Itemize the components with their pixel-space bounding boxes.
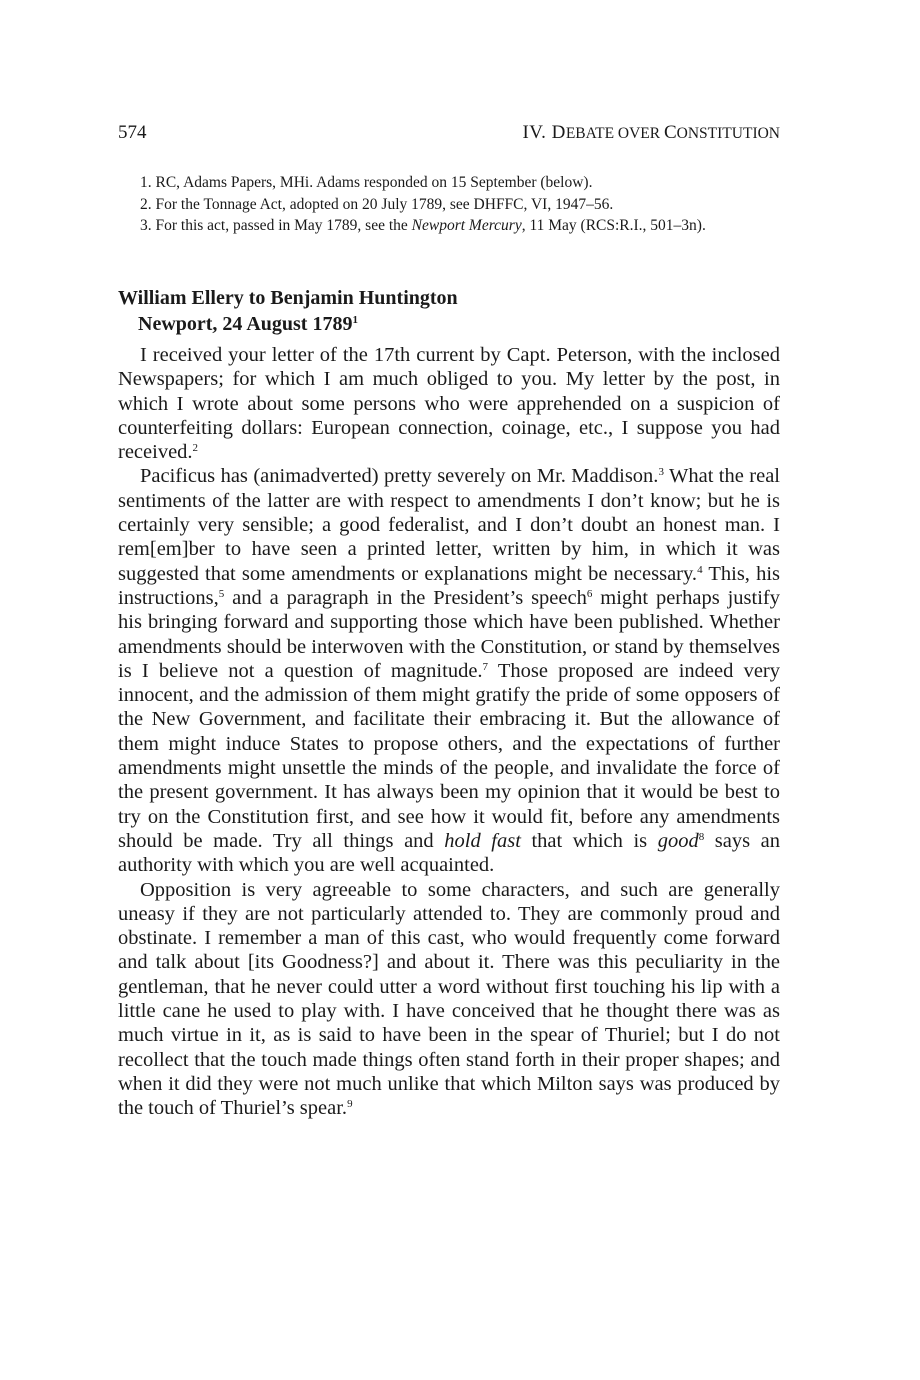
note-ref: 5: [218, 587, 225, 600]
letter-title: William Ellery to Benjamin Huntington: [118, 287, 458, 309]
note-ref: 7: [482, 660, 489, 673]
page-number: 574: [118, 122, 147, 143]
paragraph-2: Pacificus has (animadverted) pretty severely on Mr. Maddison.$^3$ What the real sentiments of the latter are with respect to amendments I don’t know; but he is certainly very sensible; a good federalist, and I don’t doubt an honest man. I rem[em]ber to have seen a printed letter, written by him, in which it was suggested that some amendments or explanations might be necessary.$^4$ This, his instructions,$^5$ and a paragraph in the President’s speech$^6$ might perhaps justify his bringing forward and supporting those which have been published. Whether amendments should be interwoven with the Constitution, or stand by themselves is I believe not a question of magnitude.$^7$ Those proposed are indeed very innocent, and the admission of them might gratify the pride of some opposers of the New Government, and facilitate their embracing it. But the allowance of them might induce States to propose others, and the expectations of further amendments might unsettle the minds of the people, and invalidate the force of the present government. It has always been my opinion that it would be best to try on the Constitution first, and see how it would fit, before any amendments should be made. Try all things and hold fast that which is good$^8$ says an authority with which you are well acquainted.: [118, 465, 780, 877]
footnote-3: 3. For this act, passed in May 1789, see the Newport Mercury, 11 May (RCS:R.I., 501–3n).: [140, 217, 706, 234]
note-ref: 6: [586, 587, 593, 600]
note-ref: 2: [192, 442, 199, 455]
note-ref: 4: [697, 563, 703, 576]
footnote-1: 1. RC, Adams Papers, MHi. Adams responded on 15 September (below).: [140, 174, 593, 191]
note-ref: 9: [347, 1098, 353, 1111]
note-ref: 8: [698, 830, 705, 843]
footnote-2: 2. For the Tonnage Act, adopted on 20 July 1789, see DHFFC, VI, 1947–56.: [140, 195, 614, 213]
note-ref: 3: [658, 466, 664, 479]
page-header: [118, 122, 780, 144]
letter-place-date: Newport, 24 August 1789$^1$: [138, 313, 358, 335]
letter-body: [118, 343, 780, 1121]
note-ref: 1: [352, 314, 358, 326]
running-head: IV. DEBATE OVER CONSTITUTION: [522, 122, 780, 143]
footnotes: [118, 172, 780, 237]
paragraph-3: Opposition is very agreeable to some characters, and such are generally uneasy if they are not particularly attended to. They are commonly proud and obstinate. I remember a man of this cast, who would frequently come forward and talk about [its Goodness?] and about it. There was this peculiarity in the gentleman, that he never could utter a word without first touching his lip with a little cane he used to play with. I have conceived that he thought there was as much virtue in it, as is said to have been in the spear of Thuriel; but I do not recollect that the touch made things often stand forth in their proper shapes; and when it did they were not much unlike that which Milton says was produced by the touch of Thuriel’s spear.$^9$: [118, 878, 780, 1120]
paragraph-1: I received your letter of the 17th current by Capt. Peterson, with the inclosed Newspapers; for which I am much obliged to you. My letter by the post, in which I wrote about some persons who were apprehended on a suspicion of counterfeiting dollars: European connection, coinage, etc., I suppose you had received.$^2$: [118, 344, 780, 464]
letter-heading: [118, 285, 458, 337]
